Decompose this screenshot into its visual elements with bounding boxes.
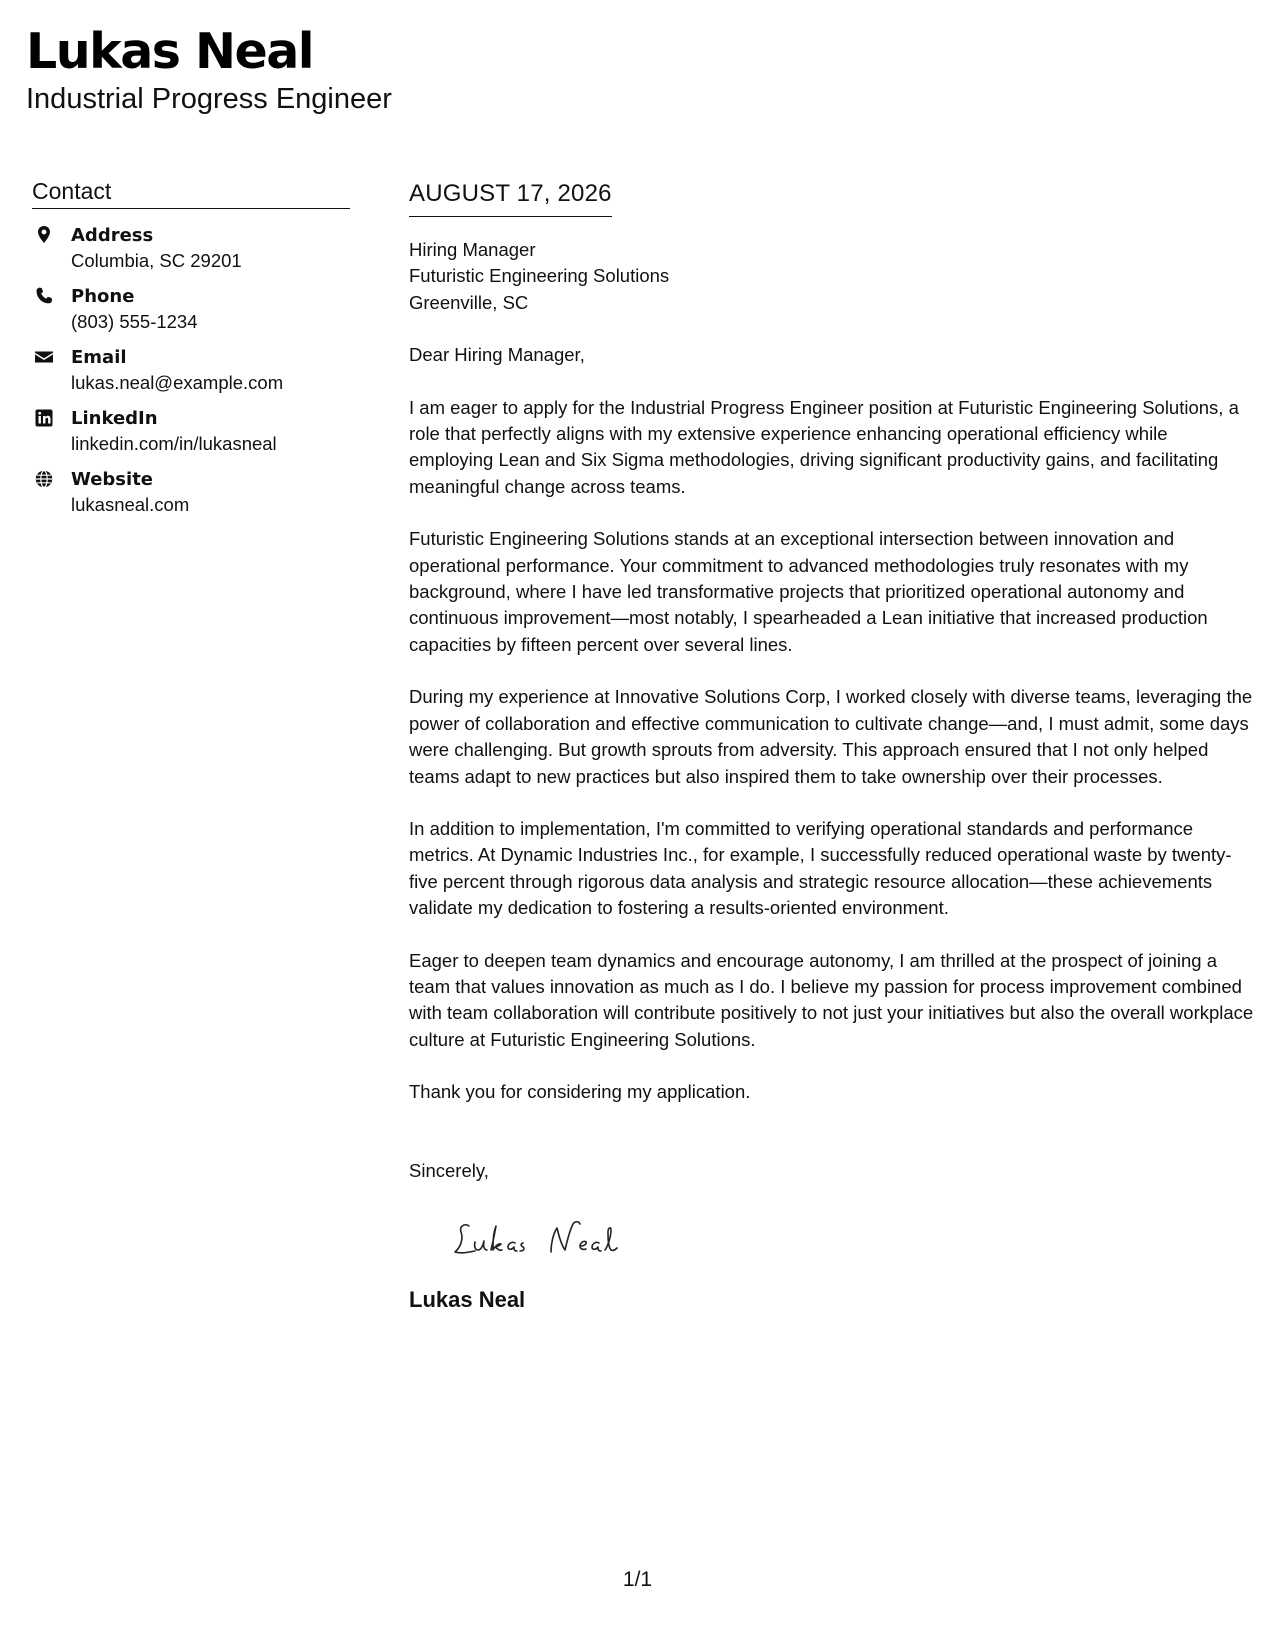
contact-value: lukas.neal@example.com xyxy=(71,372,284,393)
contact-label: Phone xyxy=(71,286,135,307)
contact-label: Website xyxy=(71,469,154,490)
page-number: 1/1 xyxy=(622,1568,653,1591)
letter-paragraph: I am eager to apply for the Industrial Progress Engineer position at Futuristic Engineering Solutions, a role that perfectly aligns with my extensive experience enhancing operational efficiency while employing Lean and Six Sigma methodologies, driving significant productivity gains, and facilitating meaningful change across teams. xyxy=(409,396,1239,497)
contact-item-phone xyxy=(32,284,350,334)
recipient-block xyxy=(409,237,1254,316)
signature-image xyxy=(447,1212,1254,1264)
resume-header xyxy=(26,22,392,116)
contact-heading: Contact xyxy=(32,176,350,209)
salutation: Dear Hiring Manager, xyxy=(409,344,585,366)
contact-value: Columbia, SC 29201 xyxy=(71,250,242,271)
recipient-line: Greenville, SC xyxy=(409,291,529,313)
letter-paragraph: In addition to implementation, I'm committed to verifying operational standards and performance metrics. At Dynamic Industries Inc., for example, I successfully reduced operational waste by twenty-five percent through rigorous data analysis and strategic resource allocation—these achievements validate my dedication to fostering a results-oriented environment. xyxy=(409,817,1232,919)
contact-sidebar xyxy=(32,176,350,528)
contact-item-linkedin xyxy=(32,406,350,456)
contact-item-website xyxy=(32,467,350,517)
envelope-icon xyxy=(34,347,54,367)
linkedin-icon xyxy=(34,408,54,428)
contact-label: Email xyxy=(71,347,127,368)
applicant-title: Industrial Progress Engineer xyxy=(26,83,392,115)
contact-value: linkedin.com/in/lukasneal xyxy=(71,433,277,454)
letter-date: AUGUST 17, 2026 xyxy=(409,178,612,217)
signer-name: Lukas Neal xyxy=(409,1286,526,1312)
letter-body xyxy=(409,178,1254,1314)
applicant-name: Lukas Neal xyxy=(26,23,314,80)
letter-paragraph: During my experience at Innovative Solutions Corp, I worked closely with diverse teams, leveraging the power of collaboration and effective communication to cultivate change—and, I must admit, some days were challenging. But growth sprouts from adversity. This approach ensured that I not only helped teams adapt to new practices but also inspired them to take ownership over their processes. xyxy=(409,686,1253,787)
contact-value: lukasneal.com xyxy=(71,494,190,515)
letter-paragraph: Eager to deepen team dynamics and encourage autonomy, I am thrilled at the prospect of joining a team that values innovation as much as I do. I believe my passion for process improvement combined with team collaboration will contribute positively to not just your initiatives but also the overall workplace culture at Futuristic Engineering Solutions. xyxy=(409,949,1254,1050)
map-pin-icon xyxy=(34,225,54,245)
contact-item-address xyxy=(32,223,350,273)
contact-label: Address xyxy=(71,225,154,246)
globe-icon xyxy=(34,469,54,489)
closing: Sincerely, xyxy=(409,1159,489,1181)
contact-value: (803) 555-1234 xyxy=(71,311,198,332)
contact-label: LinkedIn xyxy=(71,408,158,429)
letter-paragraph: Futuristic Engineering Solutions stands at an exceptional intersection between innovation and operational performance. Your commitment to advanced methodologies truly resonates with my background, where I have led transformative projects that prioritized operational autonomy and continuous improvement—most notably, I spearheaded a Lean initiative that increased production capacities by fifteen percent over several lines. xyxy=(409,528,1208,655)
recipient-line: Futuristic Engineering Solutions xyxy=(409,265,670,287)
phone-icon xyxy=(34,286,54,306)
letter-paragraph: Thank you for considering my application. xyxy=(409,1081,751,1103)
recipient-line: Hiring Manager xyxy=(409,239,536,260)
contact-item-email xyxy=(32,345,350,395)
